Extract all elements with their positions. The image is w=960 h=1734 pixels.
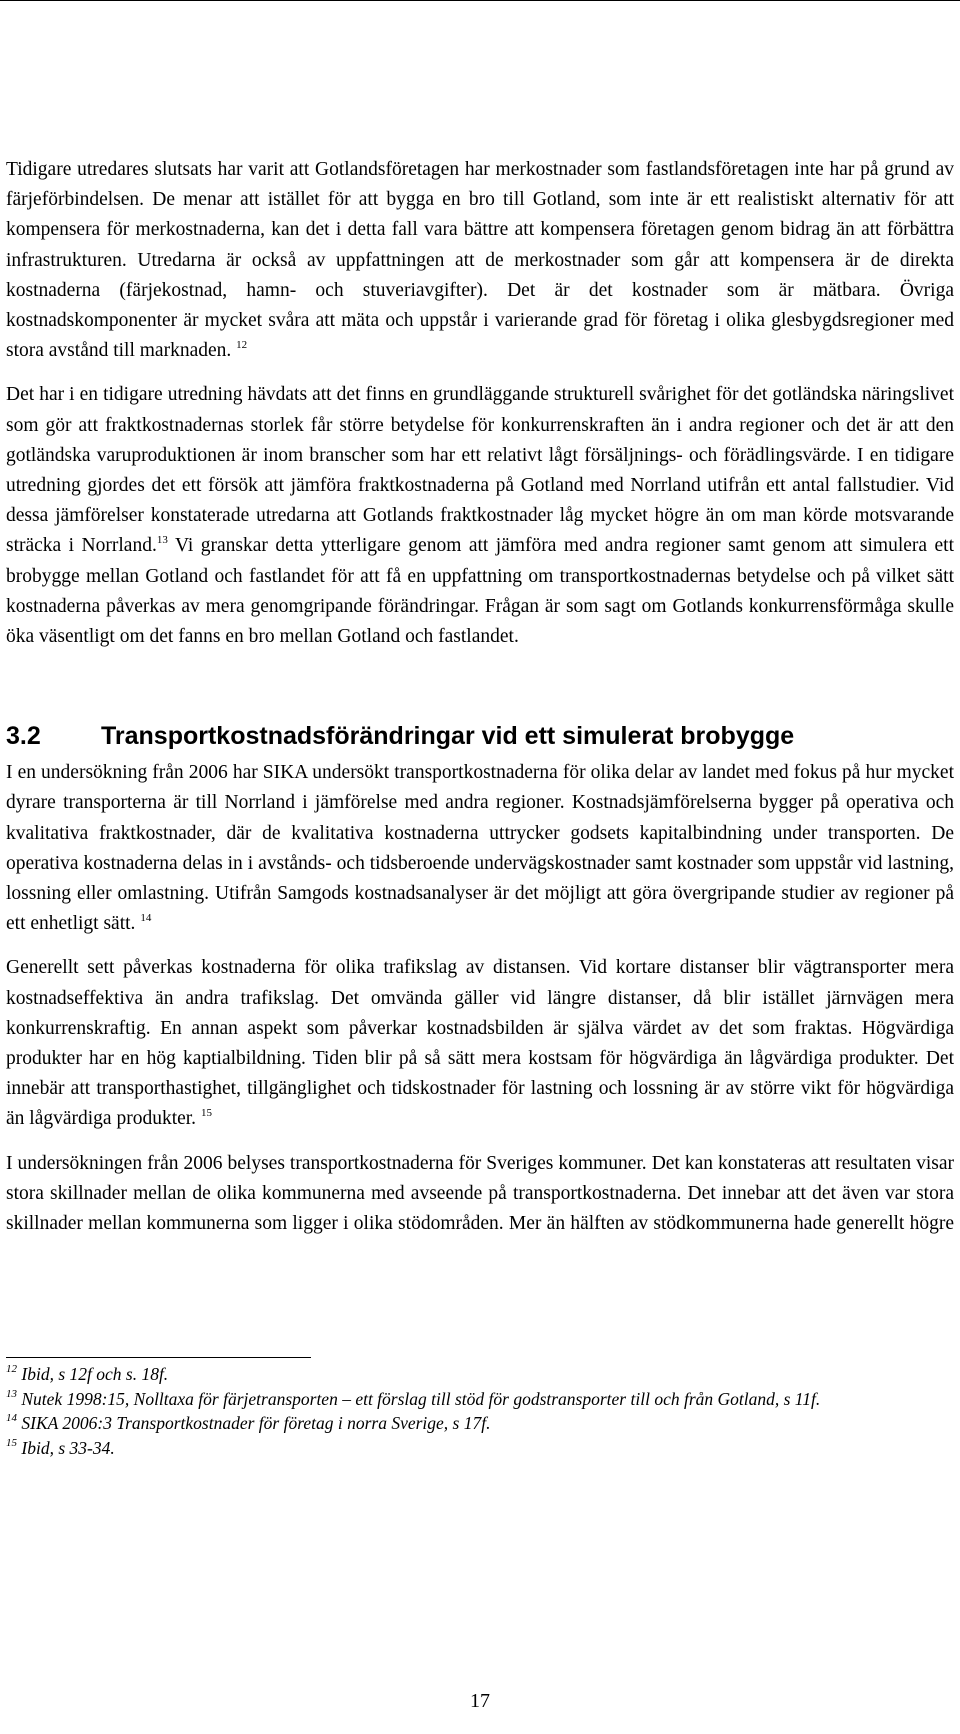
footnote-text: Ibid, s 33-34. [17, 1437, 115, 1458]
top-border-line [0, 0, 960, 1]
section-title: Transportkostnadsförändringar vid ett simulerat brobygge [101, 722, 795, 751]
footnote-ref[interactable]: 12 [236, 339, 248, 352]
footnote [6, 1436, 954, 1461]
section-heading [6, 720, 954, 752]
paragraph-text: Tidigare utredares slutsats har varit att Gotlandsföretagen har merkostnader som fastlandsföretagen inte har på grund av färjeförbindelsen. De menar att istället för att bygga en bro till Gotland, som inte är ett realistiskt alternativ för att kompensera för merkostnaderna, kan det i detta fall vara bättre att kompensera företagen genom bidrag än att förbättra infrastrukturen. Utredarna är också av uppfattningen att de merkostnader som går att kompensera är de direkta kostnaderna (färjekostnad, hamn- och stuveriavgifter). Det är det kostnader som är mätbara. Övriga kostnadskomponenter är mycket svåra att mäta och uppstår i varierande grad för företag i olika glesbygdsregioner med stora avstånd till marknaden. [6, 159, 954, 362]
paragraph-text: Vi granskar detta ytterligare genom att jämföra med andra regioner samt genom att simulera ett brobygge mellan Gotland och fastlandet för att få en uppfattning om transportkostnadernas betydelse och på vilket sätt kostnaderna påverkas av mera genomgripande förändringar. Frågan är som sagt om Gotlands konkurrensförmåga skulle öka väsentligt om det fanns en bro mellan Gotland och fastlandet. [6, 535, 955, 648]
footnote-text: Nutek 1998:15, Nolltaxa för färjetransporten – ett förslag till stöd för godstransporter till och från Gotland, s 11f. [17, 1388, 821, 1409]
body-text [6, 155, 954, 1239]
paragraph-text: I en undersökning från 2006 har SIKA undersökt transportkostnaderna för olika delar av landet med fokus på hur mycket dyrare transporterna är till Norrland i jämförelse med andra regioner. Kostnadsjämförelserna bygger på operativa och kvalitativa fraktkostnader, där de kvalitativa kostnaderna uttrycker godsets kapitalbindning under transporten. De operativa kostnaderna delas in i avstånds- och tidsberoende undervägskostnader samt kostnader som uppstår vid lastning, lossning eller omlastning. Utifrån Samgods kostnadsanalyser är det möjligt att göra övergripande studier av regioner på ett enhetligt sätt. [6, 762, 954, 935]
paragraph [6, 155, 954, 366]
footnote [6, 1411, 954, 1436]
section-number: 3.2 [6, 722, 41, 751]
paragraph [6, 1149, 954, 1240]
footnote-number: 14 [6, 1412, 17, 1424]
footnote-ref[interactable]: 13 [156, 534, 168, 547]
paragraph-text: I undersökningen från 2006 belyses transportkostnaderna för Sveriges kommuner. Det kan konstateras att resultaten visar stora skillnader mellan de olika kommunerna med avseende på transportkostnaderna. Det innebar att det även var stora skillnader mellan kommunerna som ligger i olika stödområden. Mer än hälften av stödkommunerna hade generellt högre [6, 1152, 954, 1235]
footnote [6, 1362, 954, 1387]
footnote-text: Ibid, s 12f och s. 18f. [17, 1364, 169, 1384]
paragraph [6, 380, 954, 652]
footnotes [6, 1362, 954, 1460]
footnote-ref[interactable]: 15 [200, 1107, 212, 1120]
paragraph-text: Generellt sett påverkas kostnaderna för olika trafikslag av distansen. Vid kortare distanser blir vägtransporter mera kostnadseffektiva än andra trafikslag. Det omvända gäller vid längre distanser, då blir istället järnvägen mera konkurrenskraftig. En annan aspekt som påverkar kostnadsbilden är själva värdet av det som fraktas. Högvärdiga produkter har en hög kaptialbildning. Tiden blir på så sätt mera kostsam för högvärdiga än lågvärdiga produkter. Det innebär att transporthastighet, tillgänglighet och tidskostnader för lastning och lossning är av större vikt för högvärdiga än lågvärdiga produkter. [6, 957, 954, 1130]
paragraph-text: Det har i en tidigare utredning hävdats att det finns en grundläggande strukturell svårighet för det gotländska näringslivet som gör att fraktkostnadernas storlek får större betydelse för konkurrenskraften än i andra regioner och det är att den gotländska varuproduktionen är inom branscher som har ett relativt lågt försäljnings- och förädlingsvärde. I en tidigare utredning gjordes det ett försök att jämföra fraktkostnaderna på Gotland med Norrland utifrån ett antal fallstudier. Vid dessa jämförelser konstaterade utredarna att Gotlands fraktkostnader låg mycket högre än om man körde motsvarande sträcka i Norrland. [6, 384, 954, 557]
footnote-number: 13 [6, 1387, 17, 1400]
paragraph [6, 953, 954, 1134]
footnote-number: 12 [6, 1363, 17, 1375]
footnote-ref[interactable]: 14 [140, 912, 152, 925]
paragraph [6, 758, 954, 939]
footnote-number: 15 [6, 1436, 17, 1449]
footnote-text: SIKA 2006:3 Transportkostnader för företag i norra Sverige, s 17f. [17, 1413, 491, 1433]
footnote [6, 1387, 954, 1412]
page-number: 17 [470, 1690, 490, 1712]
footnote-separator [6, 1357, 311, 1358]
